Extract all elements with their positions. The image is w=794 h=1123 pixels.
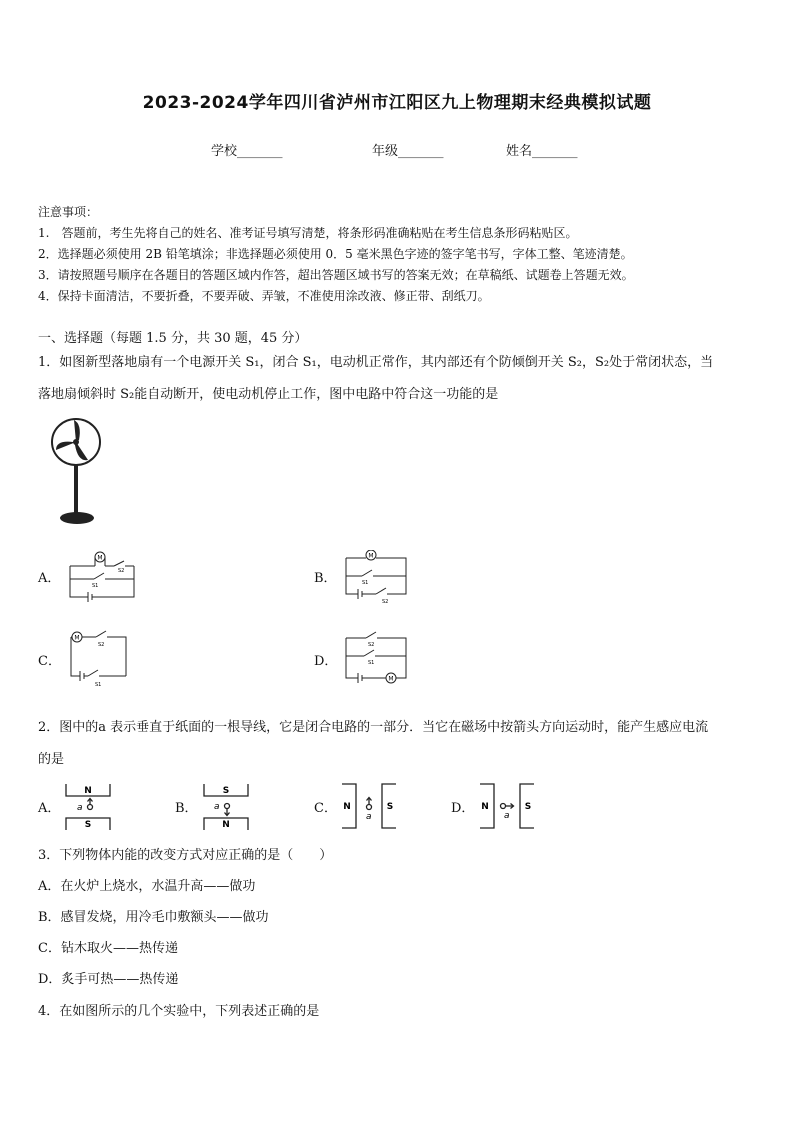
north-pole-label: N bbox=[84, 786, 92, 796]
q3-option-b[interactable]: B．感冒发烧，用冷毛巾敷额头——做功 bbox=[38, 910, 269, 925]
q1-circuit-b[interactable] bbox=[342, 550, 410, 606]
q2-option-d-label[interactable]: D． bbox=[451, 801, 475, 816]
q1-option-b-label[interactable]: B． bbox=[314, 571, 337, 586]
wire-a-label: a bbox=[366, 812, 372, 822]
q3-option-a[interactable]: A．在火炉上烧水，水温升高——做功 bbox=[38, 879, 256, 894]
wire-a-label: a bbox=[504, 811, 510, 821]
q1-circuit-a[interactable] bbox=[66, 550, 138, 602]
question-2-stem bbox=[38, 712, 762, 776]
switch-s2-label: S2 bbox=[368, 642, 375, 648]
q2-option-c-label[interactable]: C． bbox=[314, 801, 337, 816]
north-pole-label: N bbox=[481, 802, 489, 812]
q2-option-a-label[interactable]: A． bbox=[38, 801, 61, 816]
q1-circuit-c[interactable] bbox=[66, 630, 130, 688]
grade-field[interactable]: 年级_______ bbox=[372, 144, 444, 159]
q1-line1: 1．如图新型落地扇有一个电源开关 S₁，闭合 S₁，电动机正常作，其内部还有个防倾倒开关 S₂，S₂处于常闭状态，当 bbox=[38, 355, 714, 370]
notice-heading: 注意事项： bbox=[38, 205, 99, 219]
question-4-stem: 4．在如图所示的几个实验中，下列表述正确的是 bbox=[38, 1004, 320, 1019]
north-pole-label: N bbox=[222, 820, 230, 830]
notice-block bbox=[38, 202, 758, 307]
floor-fan-illustration bbox=[46, 414, 108, 528]
switch-s1-label: S1 bbox=[92, 583, 99, 589]
q2-magnet-d[interactable] bbox=[478, 782, 536, 830]
q1-option-d-label[interactable]: D． bbox=[314, 654, 338, 669]
q1-line2: 落地扇倾斜时 S₂能自动断开，使电动机停止工作，图中电路中符合这一功能的是 bbox=[38, 387, 499, 402]
q1-option-a-label[interactable]: A． bbox=[38, 571, 61, 586]
notice-item: 3．请按照题号顺序在各题目的答题区域内作答，超出答题区域书写的答案无效；在草稿纸、试题卷上答题无效。 bbox=[38, 268, 634, 282]
question-1-stem bbox=[38, 347, 762, 411]
motor-label: M bbox=[388, 675, 394, 683]
south-pole-label: S bbox=[386, 802, 394, 812]
motor-label: M bbox=[97, 554, 103, 562]
switch-s1-label: S1 bbox=[95, 682, 102, 688]
north-pole-label: N bbox=[343, 802, 351, 812]
wire-a-label: a bbox=[77, 803, 83, 813]
switch-s2-label: S2 bbox=[98, 642, 105, 648]
switch-s1-label: S1 bbox=[368, 660, 375, 666]
q3-option-d[interactable]: D．炙手可热——热传递 bbox=[38, 972, 179, 987]
exam-title: 2023-2024学年四川省泸州市江阳区九上物理期末经典模拟试题 bbox=[142, 93, 652, 113]
south-pole-label: S bbox=[524, 802, 532, 812]
switch-s2-label: S2 bbox=[382, 599, 389, 605]
switch-s1-label: S1 bbox=[362, 580, 369, 586]
q3-option-c[interactable]: C．钻木取火——热传递 bbox=[38, 941, 178, 956]
q2-line1: 2．图中的a 表示垂直于纸面的一根导线，它是闭合电路的一部分．当它在磁场中按箭头方向运动时，能产生感应电流 bbox=[38, 720, 709, 735]
q2-magnet-a[interactable] bbox=[64, 782, 112, 832]
q1-option-c-label[interactable]: C． bbox=[38, 654, 61, 669]
question-3-stem: 3．下列物体内能的改变方式对应正确的是（ ） bbox=[38, 848, 333, 863]
motor-label: M bbox=[74, 634, 80, 642]
notice-item: 1. 答题前，考生先将自己的姓名、准考证号填写清楚，将条形码准确粘贴在考生信息条形码粘贴区。 bbox=[38, 226, 578, 240]
notice-item: 4．保持卡面清洁，不要折叠，不要弄破、弄皱，不准使用涂改液、修正带、刮纸刀。 bbox=[38, 289, 490, 303]
q2-magnet-b[interactable] bbox=[202, 782, 250, 832]
q2-magnet-c[interactable] bbox=[340, 782, 398, 830]
wire-a-label: a bbox=[214, 802, 220, 812]
motor-label: M bbox=[368, 552, 374, 560]
q2-option-b-label[interactable]: B． bbox=[175, 801, 198, 816]
q2-line2: 的是 bbox=[38, 752, 65, 767]
south-pole-label: S bbox=[84, 820, 92, 830]
south-pole-label: S bbox=[222, 786, 230, 796]
notice-item: 2．选择题必须使用 2B 铅笔填涂；非选择题必须使用 0．5 毫米黑色字迹的签字笔书写，字体工整、笔迹清楚。 bbox=[38, 247, 633, 261]
section-heading: 一、选择题（每题 1.5 分，共 30 题，45 分） bbox=[38, 331, 308, 346]
name-field[interactable]: 姓名_______ bbox=[506, 144, 578, 159]
q1-circuit-d[interactable] bbox=[342, 630, 410, 688]
switch-s2-label: S2 bbox=[118, 568, 125, 574]
school-field[interactable]: 学校_______ bbox=[211, 144, 283, 159]
